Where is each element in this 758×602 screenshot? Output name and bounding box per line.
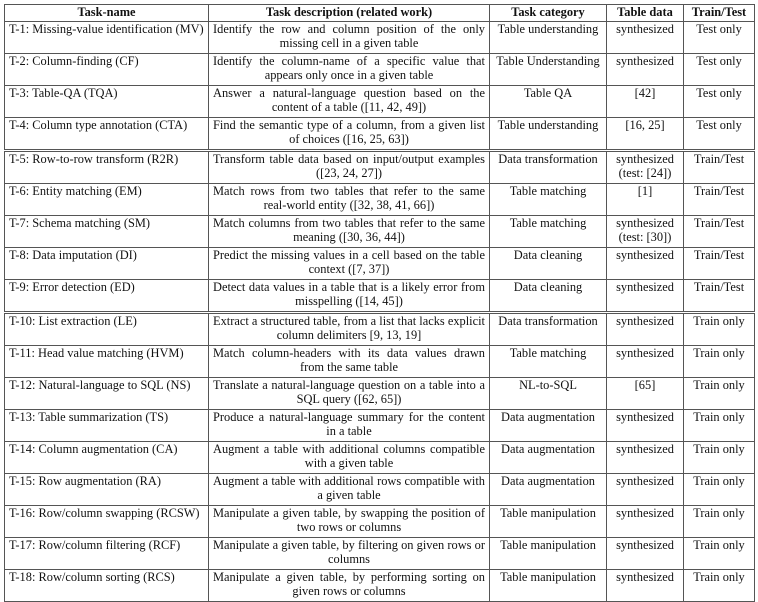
cell-task-description: Manipulate a given table, by swapping the position of two rows or columns [209,505,490,537]
cell-task-name: T-8: Data imputation (DI) [5,247,209,279]
table-row [5,569,755,601]
cell-task-category: Data transformation [490,150,607,183]
cell-train-test: Train/Test [684,183,755,215]
cell-table-data: synthesized [607,441,684,473]
cell-train-test: Train only [684,569,755,601]
cell-task-category: NL-to-SQL [490,377,607,409]
cell-task-name: T-2: Column-finding (CF) [5,53,209,85]
header-table-data: Table data [607,5,684,22]
cell-task-name: T-7: Schema matching (SM) [5,215,209,247]
cell-train-test: Train only [684,312,755,345]
table-row [5,247,755,279]
table-row [5,21,755,53]
cell-task-name: T-10: List extraction (LE) [5,312,209,345]
cell-task-description: Predict the missing values in a cell based on the table context ([7, 37]) [209,247,490,279]
cell-task-name: T-11: Head value matching (HVM) [5,345,209,377]
cell-table-data: synthesized [607,53,684,85]
cell-task-name: T-5: Row-to-row transform (R2R) [5,150,209,183]
cell-task-name: T-15: Row augmentation (RA) [5,473,209,505]
table-row [5,150,755,183]
cell-train-test: Train/Test [684,279,755,312]
cell-task-category: Table matching [490,215,607,247]
table-row [5,215,755,247]
table-row [5,473,755,505]
cell-table-data: synthesized [607,409,684,441]
cell-task-category: Table Understanding [490,53,607,85]
cell-task-category: Data augmentation [490,409,607,441]
table-row [5,505,755,537]
cell-task-description: Identify the row and column position of the only missing cell in a given table [209,21,490,53]
cell-table-data: synthesized [607,247,684,279]
cell-task-description: Augment a table with additional rows compatible with a given table [209,473,490,505]
cell-table-data: synthesized [607,345,684,377]
cell-train-test: Test only [684,117,755,150]
cell-train-test: Train only [684,537,755,569]
table-row [5,85,755,117]
cell-train-test: Train only [684,409,755,441]
cell-train-test: Test only [684,85,755,117]
cell-table-data: [16, 25] [607,117,684,150]
cell-task-category: Data cleaning [490,247,607,279]
table-row [5,537,755,569]
cell-task-category: Table matching [490,345,607,377]
cell-table-data: synthesized (test: [30]) [607,215,684,247]
cell-task-name: T-9: Error detection (ED) [5,279,209,312]
cell-task-description: Manipulate a given table, by performing sorting on given rows or columns [209,569,490,601]
table-row [5,312,755,345]
cell-train-test: Train only [684,377,755,409]
cell-task-category: Data transformation [490,312,607,345]
cell-task-description: Produce a natural-language summary for the content in a table [209,409,490,441]
cell-train-test: Train only [684,505,755,537]
cell-task-description: Transform table data based on input/output examples ([23, 24, 27]) [209,150,490,183]
table-row [5,441,755,473]
cell-task-name: T-6: Entity matching (EM) [5,183,209,215]
cell-task-category: Table manipulation [490,537,607,569]
header-row [5,5,755,22]
cell-train-test: Train/Test [684,150,755,183]
cell-task-name: T-18: Row/column sorting (RCS) [5,569,209,601]
cell-train-test: Test only [684,53,755,85]
cell-task-name: T-3: Table-QA (TQA) [5,85,209,117]
cell-task-description: Manipulate a given table, by filtering on given rows or columns [209,537,490,569]
cell-task-name: T-17: Row/column filtering (RCF) [5,537,209,569]
cell-task-category: Table manipulation [490,505,607,537]
header-train-test: Train/Test [684,5,755,22]
cell-table-data: synthesized (test: [24]) [607,150,684,183]
cell-table-data: [1] [607,183,684,215]
cell-train-test: Train/Test [684,247,755,279]
cell-task-name: T-14: Column augmentation (CA) [5,441,209,473]
table-row [5,53,755,85]
cell-table-data: synthesized [607,279,684,312]
cell-task-category: Table QA [490,85,607,117]
header-task-name: Task-name [5,5,209,22]
cell-task-category: Table understanding [490,117,607,150]
cell-task-description: Find the semantic type of a column, from a given list of choices ([16, 25, 63]) [209,117,490,150]
cell-task-name: T-1: Missing-value identification (MV) [5,21,209,53]
cell-task-description: Translate a natural-language question on a table into a SQL query ([62, 65]) [209,377,490,409]
cell-table-data: [42] [607,85,684,117]
cell-task-description: Extract a structured table, from a list that lacks explicit column delimiters [9, 13, 19] [209,312,490,345]
cell-task-name: T-16: Row/column swapping (RCSW) [5,505,209,537]
cell-task-category: Table matching [490,183,607,215]
cell-train-test: Test only [684,21,755,53]
cell-task-category: Data cleaning [490,279,607,312]
cell-task-description: Answer a natural-language question based on the content of a table ([11, 42, 49]) [209,85,490,117]
cell-train-test: Train/Test [684,215,755,247]
cell-table-data: synthesized [607,312,684,345]
cell-task-category: Data augmentation [490,473,607,505]
cell-task-name: T-4: Column type annotation (CTA) [5,117,209,150]
header-task-category: Task category [490,5,607,22]
cell-train-test: Train only [684,345,755,377]
cell-task-description: Identify the column-name of a specific value that appears only once in a given table [209,53,490,85]
cell-table-data: synthesized [607,21,684,53]
table-row [5,377,755,409]
table-row [5,409,755,441]
cell-task-name: T-13: Table summarization (TS) [5,409,209,441]
table-row [5,345,755,377]
cell-table-data: synthesized [607,473,684,505]
cell-task-description: Detect data values in a table that is a likely error from misspelling ([14, 45]) [209,279,490,312]
cell-task-category: Table manipulation [490,569,607,601]
table-row [5,183,755,215]
table-row [5,117,755,150]
cell-task-name: T-12: Natural-language to SQL (NS) [5,377,209,409]
task-table [4,4,755,602]
cell-table-data: synthesized [607,569,684,601]
cell-task-category: Table understanding [490,21,607,53]
cell-table-data: synthesized [607,537,684,569]
cell-task-category: Data augmentation [490,441,607,473]
cell-train-test: Train only [684,441,755,473]
cell-task-description: Match columns from two tables that refer to the same meaning ([30, 36, 44]) [209,215,490,247]
cell-task-description: Match rows from two tables that refer to the same real-world entity ([32, 38, 41, 66]) [209,183,490,215]
cell-task-description: Augment a table with additional columns compatible with a given table [209,441,490,473]
cell-task-description: Match column-headers with its data values drawn from the same table [209,345,490,377]
header-task-description: Task description (related work) [209,5,490,22]
cell-table-data: [65] [607,377,684,409]
cell-table-data: synthesized [607,505,684,537]
table-row [5,279,755,312]
cell-train-test: Train only [684,473,755,505]
